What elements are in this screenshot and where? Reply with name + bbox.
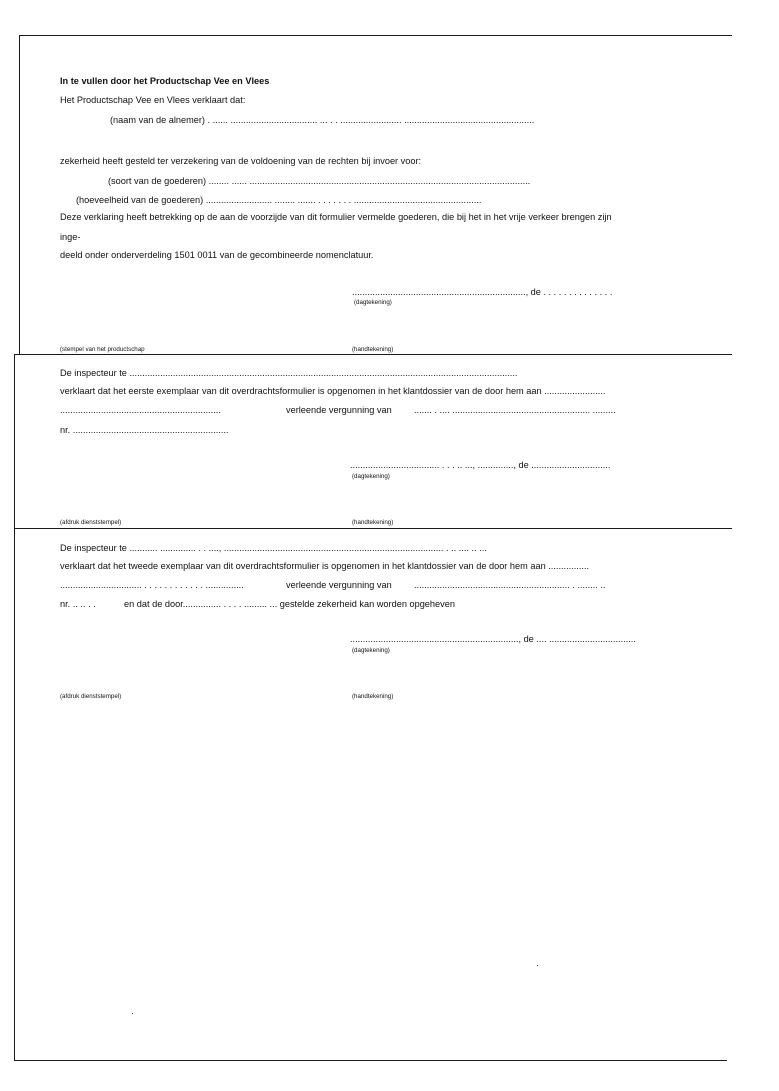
verklaring-text-line3: deeld onder onderverdeling 1501 0011 van de gecombineerde nomenclatuur. — [60, 250, 374, 260]
naam-aanmelder-field[interactable]: (naam van de alnemer) . ...... .................................. ... . . ........................ ................................................... — [110, 115, 535, 125]
section2-stempel-label: (afdruk dienststempel) — [60, 519, 122, 526]
section1-date-field[interactable]: ...................................................................., de . . . . . . . . . . . . . . — [352, 287, 613, 297]
section-divider-2 — [14, 528, 732, 529]
section2-dagtekening-label: (dagtekening) — [352, 473, 390, 480]
section1-dagtekening-label: (dagtekening) — [354, 299, 392, 306]
verklaring-text-line1: Deze verklaring heeft betrekking op de aan de voorzijde van dit formulier vermelde goederen, die bij het in het vrije verkeer brengen zijn — [60, 212, 612, 222]
section1-heading: In te vullen door het Productschap Vee en Vlees — [60, 76, 270, 86]
section3-vergunning-right[interactable]: ............................................................. . ........ .. — [414, 580, 606, 590]
section3-handtekening-label: (handtekening) — [352, 693, 394, 700]
frame-left-border-lower — [14, 355, 15, 1061]
frame-bottom-border — [14, 1060, 727, 1061]
section3-dagtekening-label: (dagtekening) — [352, 647, 390, 654]
section2-vergunning-right[interactable]: ....... . .... ...................................................... ......... — [414, 405, 616, 415]
section1-handtekening-label: (handtekening) — [352, 346, 394, 353]
scan-speck — [537, 965, 538, 966]
section2-inspecteur-field[interactable]: De inspecteur te ........................................................................................................................................................ — [60, 368, 518, 378]
section3-date-field[interactable]: .................................................................., de .... .................................. — [350, 634, 636, 644]
hoeveelheid-goederen-field[interactable]: (hoeveelheid van de goederen) .......................... ........ ....... . . . . . . . .................................................. — [76, 195, 482, 205]
soort-goederen-field[interactable]: (soort van de goederen) ........ ...... .............................................................................................................. — [108, 176, 531, 186]
scan-speck — [132, 1013, 133, 1014]
section3-opgeheven-text: en dat de door............... . . . . ......... ... gestelde zekerheid kan worden opgeheven — [124, 599, 455, 609]
section2-handtekening-label: (handtekening) — [352, 519, 394, 526]
section3-vergunning-label: verleende vergunning van — [286, 580, 392, 590]
section2-vergunning-left[interactable]: ............................................................... — [60, 405, 221, 415]
section3-verklaart-text: verklaart dat het tweede exemplaar van dit overdrachtsformulier is opgenomen in het klantdossier van de door hem aan ................ — [60, 561, 590, 571]
frame-left-border — [19, 35, 20, 355]
zekerheid-text: zekerheid heeft gesteld ter verzekering van de voldoening van de rechten bij invoer voor: — [60, 156, 422, 166]
section3-inspecteur-field[interactable]: De inspecteur te ........... .............. . . ...., ...................................................................................... . .. .... .. ... — [60, 543, 487, 553]
frame-top-border — [19, 35, 732, 36]
section3-nr-field[interactable]: nr. .. .. . . — [60, 599, 96, 609]
section3-stempel-label: (afdruk dienststempel) — [60, 693, 122, 700]
section1-stempel-label: (stempel van het productschap — [60, 346, 145, 353]
section2-date-field[interactable]: ................................... . . . .. ..., .............., de ............................... — [350, 460, 611, 470]
verklaring-text-line2: inge- — [60, 232, 81, 242]
section1-intro: Het Productschap Vee en Vlees verklaart dat: — [60, 95, 246, 105]
section2-nr-field[interactable]: nr. ............................................................. — [60, 425, 229, 435]
section2-verklaart-text: verklaart dat het eerste exemplaar van dit overdrachtsformulier is opgenomen in het klantdossier van de door hem aan ........................ — [60, 386, 606, 396]
section3-vergunning-left[interactable]: ................................ . . . . . . . . . . . . ............... — [60, 580, 244, 590]
section-divider-1 — [14, 354, 732, 355]
section2-vergunning-label: verleende vergunning van — [286, 405, 392, 415]
